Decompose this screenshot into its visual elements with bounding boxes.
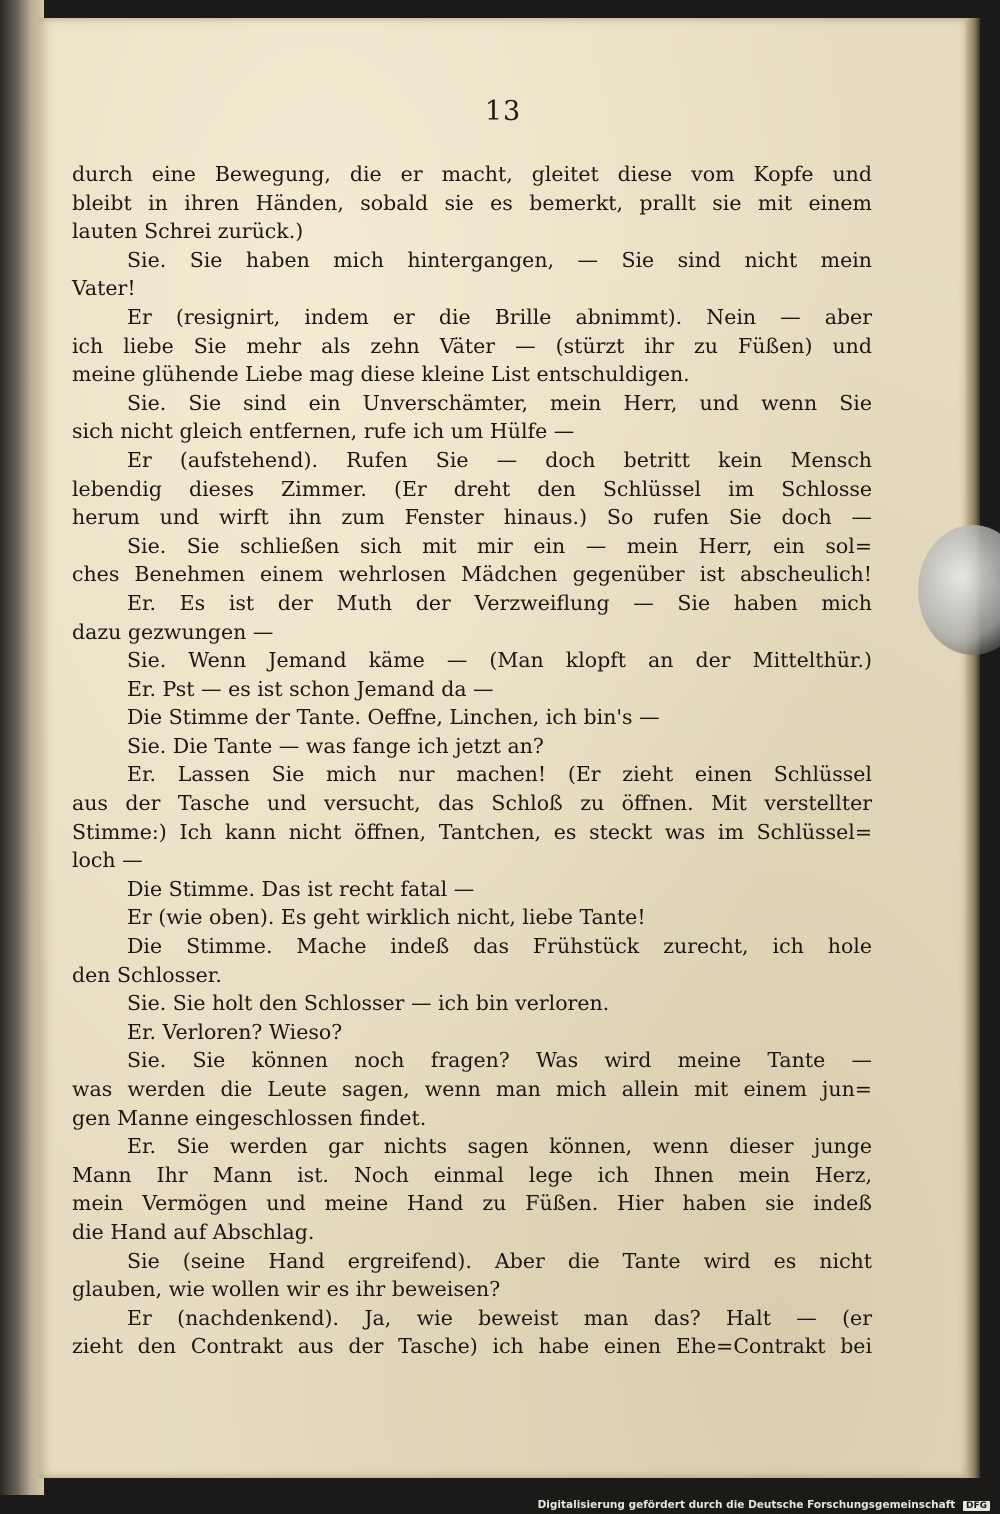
- text-line: Die Stimme der Tante. Oeffne, Linchen, ich bin's —: [127, 705, 660, 730]
- credit-text: Digitalisierung gefördert durch die Deutsche Forschungsgemeinschaft: [537, 1499, 956, 1511]
- dfg-logo: DFG: [963, 1501, 990, 1511]
- text-line: mein Vermögen und meine Hand zu Füßen. Hier haben sie indeß: [72, 1191, 872, 1216]
- text-line: Er (nachdenkend). Ja, wie beweist man das? Halt — (er: [127, 1305, 872, 1330]
- text-line: Er. Pst — es ist schon Jemand da —: [127, 676, 494, 701]
- page-text-body: [72, 160, 872, 1361]
- text-line: Er (aufstehend). Rufen Sie — doch betritt kein Mensch: [127, 447, 872, 472]
- text-line: Er. Verloren? Wieso?: [127, 1019, 343, 1044]
- text-line: Sie. Wenn Jemand käme — (Man klopft an der Mittelthür.): [127, 648, 872, 673]
- text-line: Vater!: [72, 276, 136, 301]
- text-line: zieht den Contrakt aus der Tasche) ich habe einen Ehe=Contrakt bei: [72, 1334, 872, 1359]
- text-line: Die Stimme. Das ist recht fatal —: [127, 876, 475, 901]
- text-line: aus der Tasche und versucht, das Schloß zu öffnen. Mit verstellter: [72, 791, 872, 816]
- text-line: ches Benehmen einem wehrlosen Mädchen gegenüber ist abscheulich!: [72, 562, 872, 587]
- text-line: Sie. Sie schließen sich mit mir ein — mein Herr, ein sol=: [127, 533, 872, 558]
- text-line: Er. Lassen Sie mich nur machen! (Er zieht einen Schlüssel: [127, 762, 872, 787]
- text-line: Sie. Sie sind ein Unverschämter, mein Herr, und wenn Sie: [127, 390, 872, 415]
- text-line: Sie. Sie können noch fragen? Was wird meine Tante —: [127, 1048, 872, 1073]
- text-line: sich nicht gleich entfernen, rufe ich um Hülfe —: [72, 419, 575, 444]
- text-line: Sie. Die Tante — was fange ich jetzt an?: [127, 733, 544, 758]
- digitization-credit: [538, 1499, 990, 1511]
- text-line: Sie (seine Hand ergreifend). Aber die Tante wird es nicht: [127, 1248, 872, 1273]
- text-line: Mann Ihr Mann ist. Noch einmal lege ich Ihnen mein Herz,: [72, 1162, 872, 1187]
- text-line: dazu gezwungen —: [72, 619, 274, 644]
- book-page: [38, 18, 968, 1478]
- text-line: herum und wirft ihn zum Fenster hinaus.) So rufen Sie doch —: [72, 505, 872, 530]
- text-line: durch eine Bewegung, die er macht, gleitet diese vom Kopfe und: [72, 162, 872, 186]
- text-line: loch —: [72, 848, 143, 873]
- page-edge-right: [966, 18, 980, 1478]
- text-line: ich liebe Sie mehr als zehn Väter — (stürzt ihr zu Füßen) und: [72, 333, 872, 358]
- text-line: Er. Sie werden gar nichts sagen können, wenn dieser junge: [127, 1134, 872, 1159]
- text-line: den Schlosser.: [72, 962, 222, 987]
- text-line: lebendig dieses Zimmer. (Er dreht den Schlüssel im Schlosse: [72, 476, 872, 501]
- text-line: lauten Schrei zurück.): [72, 219, 304, 244]
- text-line: die Hand auf Abschlag.: [72, 1219, 315, 1244]
- text-line: Die Stimme. Mache indeß das Frühstück zurecht, ich hole: [127, 934, 872, 959]
- text-line: Er (wie oben). Es geht wirklich nicht, liebe Tante!: [127, 905, 646, 930]
- text-line: glauben, wie wollen wir es ihr beweisen?: [72, 1277, 501, 1302]
- text-line: was werden die Leute sagen, wenn man mich allein mit einem jun=: [72, 1077, 872, 1101]
- text-line: Sie. Sie holt den Schlosser — ich bin verloren.: [127, 991, 610, 1016]
- page-number: 13: [484, 96, 522, 127]
- text-line: Sie. Sie haben mich hintergangen, — Sie sind nicht mein: [127, 247, 872, 272]
- text-line: meine glühende Liebe mag diese kleine List entschuldigen.: [72, 362, 690, 387]
- text-line: Er (resignirt, indem er die Brille abnimmt). Nein — aber: [127, 304, 872, 329]
- text-line: gen Manne eingeschlossen findet.: [72, 1105, 427, 1130]
- text-line: bleibt in ihren Händen, sobald sie es bemerkt, prallt sie mit einem: [72, 190, 872, 215]
- text-line: Stimme:) Ich kann nicht öffnen, Tantchen, es steckt was im Schlüssel=: [72, 819, 872, 844]
- text-line: Er. Es ist der Muth der Verzweiflung — Sie haben mich: [127, 590, 872, 615]
